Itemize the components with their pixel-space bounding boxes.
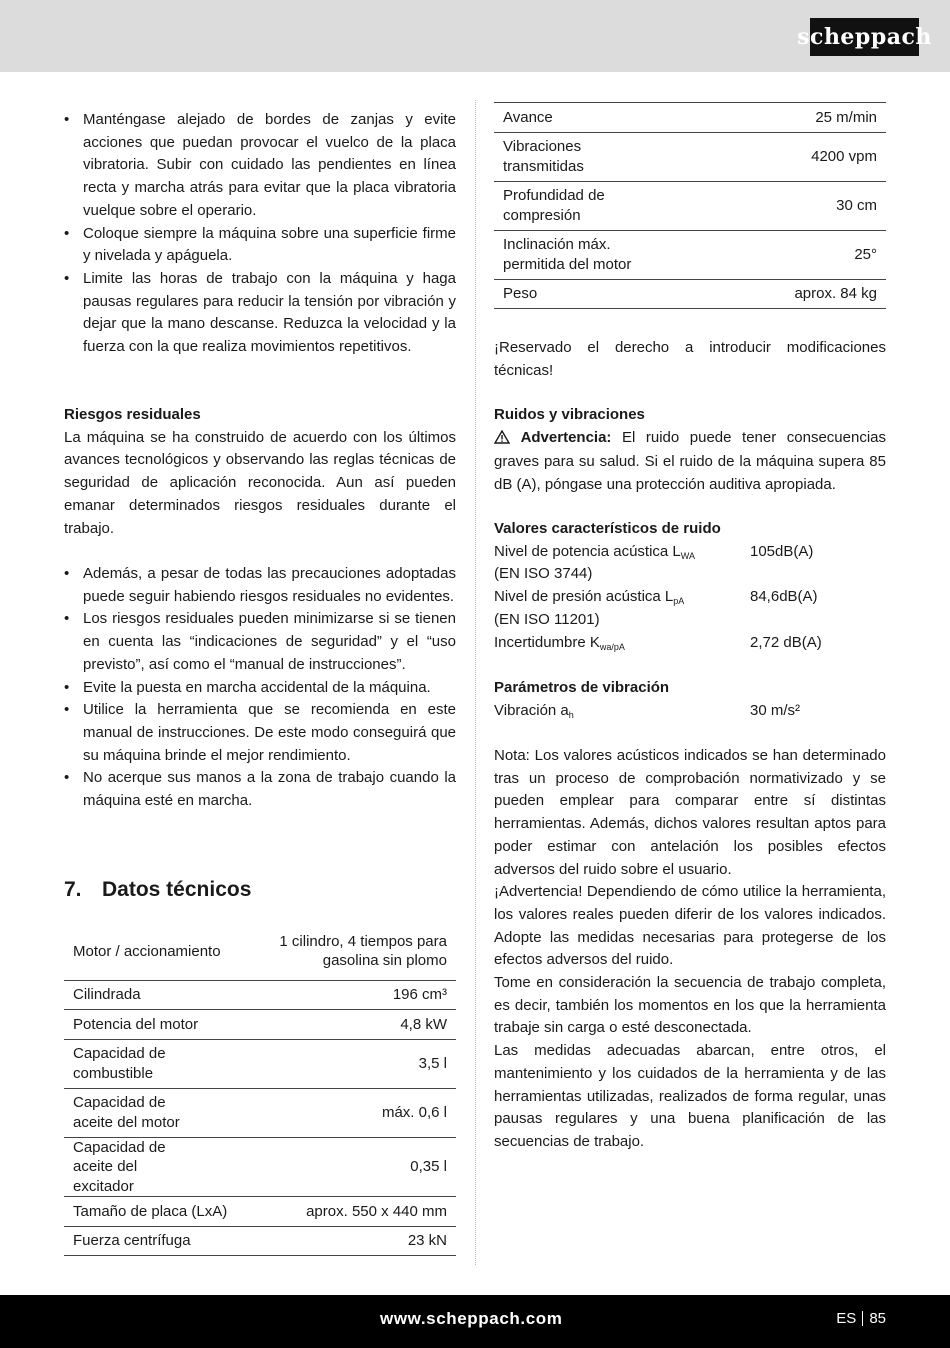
noise-value-row (494, 541, 886, 564)
noise-values-title: Valores característicos de ruido (494, 520, 721, 537)
spec-value: 4200 vpm (706, 132, 886, 181)
spec-value: 25° (706, 230, 886, 279)
vibration-sub: h (568, 709, 574, 720)
table-row (494, 279, 886, 309)
section-heading (64, 877, 251, 903)
table-row (64, 980, 456, 1010)
vibration-title: Parámetros de vibración (494, 679, 670, 696)
spec-value: 196 cm³ (256, 980, 456, 1010)
page-indicator (836, 1310, 886, 1327)
noise-value-sub: wa/pA (599, 641, 625, 652)
spec-value: 0,35 l (256, 1137, 456, 1197)
noise-section (494, 404, 886, 497)
page-number: 85 (869, 1310, 886, 1327)
warning-text: El ruido puede tener consecuencias graves para su salud. Si el ruido de la máquina supera 85 dB (A), póngase una protección auditiva apropiada. (494, 428, 886, 494)
spec-label: Capacidad de aceite del motor (64, 1088, 256, 1137)
spec-label: Tamaño de placa (LxA) (64, 1197, 256, 1227)
spec-value: 23 kN (256, 1226, 456, 1256)
spec-label: Capacidad de aceite del excitador (64, 1137, 256, 1197)
spec-label: Cilindrada (64, 980, 256, 1010)
note-section (494, 745, 886, 1154)
footer-bar (0, 1295, 950, 1348)
spec-label: Fuerza centrífuga (64, 1226, 256, 1256)
spec-label: Profundidad de compresión (494, 181, 706, 230)
note-paragraph: Nota: Los valores acústicos indicados se han determinado tras un proceso de comprobación normativizado y se pueden emplear para comparar entre sí distintas herramientas. Además, dichos valores resultan aptos para poder estimar con antelación los posibles efectos adversos del ruido sobre el usuario. (494, 747, 886, 878)
noise-value: 84,6dB(A) (750, 588, 818, 606)
section-number: 7. (64, 878, 82, 901)
list-item: • Los riesgos residuales pueden minimizarse si se tienen en cuenta las “indicaciones de seguridad” y el “uso previsto”, así como el “manual de instrucciones”. (64, 608, 456, 676)
spec-value: aprox. 84 kg (706, 279, 886, 309)
spec-value: máx. 0,6 l (256, 1088, 456, 1137)
vibration-section (494, 677, 886, 722)
vibration-value: 30 m/s² (750, 701, 801, 719)
spec-value: 3,5 l (256, 1039, 456, 1088)
note-paragraph: ¡Advertencia! Dependiendo de cómo utilice la herramienta, los valores reales pueden diferir de los valores indicados. Adopte las medidas necesarias para protegerse de los efectos adversos del ruido. (494, 883, 886, 969)
table-row (64, 923, 456, 980)
noise-values-section (494, 518, 886, 654)
noise-value-label: Nivel de potencia acústica L (494, 542, 681, 560)
noise-norm: (EN ISO 11201) (494, 610, 600, 628)
residual-risks-text: La máquina se ha construido de acuerdo con los últimos avances tecnológicos y observando las reglas técnicas de seguridad de aplicación reconocida. Aun así pueden emanar determinados riesgos residuales durante el trabajo. (64, 428, 456, 537)
table-row (494, 181, 886, 230)
table-row (64, 1010, 456, 1040)
spec-label: Vibraciones transmitidas (494, 132, 706, 181)
spec-label: Motor / accionamiento (64, 923, 256, 980)
vibration-label: Vibración a (494, 701, 569, 719)
noise-warning (494, 427, 886, 497)
warning-label: Advertencia: (520, 428, 612, 446)
noise-value-sub: WA (680, 550, 695, 561)
note-paragraph: Tome en consideración la secuencia de trabajo completa, es decir, también los momentos en los que la herramienta trabaje sin carga o esté desconectada. (494, 974, 886, 1037)
table-row (494, 230, 886, 279)
spec-label: Inclinación máx. permitida del motor (494, 230, 706, 279)
safety-list-1 (64, 109, 456, 359)
spec-value: 4,8 kW (256, 1010, 456, 1040)
warning-icon (494, 429, 510, 452)
residual-risks-list (64, 563, 456, 813)
table-row (494, 103, 886, 133)
list-item: • Coloque siempre la máquina sobre una superficie firme y nivelada y apáguela. (64, 223, 456, 268)
column-divider (475, 100, 476, 1265)
list-item: • Evite la puesta en marcha accidental de la máquina. (64, 677, 456, 700)
spec-label: Potencia del motor (64, 1010, 256, 1040)
noise-title: Ruidos y vibraciones (494, 406, 645, 423)
scheppach-logo: scheppach (810, 18, 919, 56)
header-bar (0, 0, 950, 72)
residual-risks-section (64, 404, 456, 540)
spec-table-left (64, 923, 456, 1256)
table-row (494, 132, 886, 181)
spec-label: Avance (494, 103, 706, 133)
noise-value-label: Nivel de presión acústica L (494, 588, 674, 606)
section-title: Datos técnicos (102, 878, 252, 901)
table-row (64, 1039, 456, 1088)
spec-value: aprox. 550 x 440 mm (256, 1197, 456, 1227)
list-item: • Limite las horas de trabajo con la máquina y haga pausas regulares para reducir la tensión por vibración y dejar que la mano descanse. Reduzca la velocidad y la fuerza con la que realiza movimientos repetitivos. (64, 268, 456, 359)
spec-value: 1 cilindro, 4 tiempos para gasolina sin plomo (256, 923, 456, 980)
table-row (64, 1137, 456, 1197)
table-row (64, 1088, 456, 1137)
spec-table-right (494, 102, 886, 309)
note-paragraph: Las medidas adecuadas abarcan, entre otros, el mantenimiento y los cuidados de la herramienta y de las herramientas utilizadas, realizados de forma regular, unas pausas regulares y una buena planificación de las secuencias de trabajo. (494, 1042, 886, 1150)
residual-risks-title: Riesgos residuales (64, 406, 201, 423)
separator (862, 1311, 863, 1326)
spec-label: Capacidad de combustible (64, 1039, 256, 1088)
noise-value-label: Incertidumbre K (494, 633, 600, 651)
noise-value-row (494, 586, 886, 609)
vibration-row (494, 700, 886, 723)
table-row (64, 1226, 456, 1256)
noise-value-row (494, 632, 886, 655)
language-code: ES (836, 1310, 857, 1327)
spec-label: Peso (494, 279, 706, 309)
website-link[interactable]: www.scheppach.com (380, 1309, 563, 1328)
reserved-note: ¡Reservado el derecho a introducir modificaciones técnicas! (494, 339, 886, 379)
list-item: • Manténgase alejado de bordes de zanjas y evite acciones que puedan provocar el vuelco de la placa vibratoria. Subir con cuidado las pendientes en línea recta y marcha atrás para evitar que la placa vibratoria vuelque sobre el operario. (64, 109, 456, 223)
list-item: • No acerque sus manos a la zona de trabajo cuando la máquina esté en marcha. (64, 767, 456, 812)
noise-value-sub: pA (673, 596, 685, 607)
noise-value: 2,72 dB(A) (750, 633, 822, 651)
spec-value: 30 cm (706, 181, 886, 230)
noise-value: 105dB(A) (750, 542, 814, 560)
noise-norm: (EN ISO 3744) (494, 565, 593, 583)
list-item: • Además, a pesar de todas las precauciones adoptadas puede seguir habiendo riesgos residuales no evidentes. (64, 563, 456, 608)
table-row (64, 1197, 456, 1227)
spec-value: 25 m/min (706, 103, 886, 133)
list-item: • Utilice la herramienta que se recomienda en este manual de instrucciones. De este modo conseguirá que su máquina brinde el mejor rendimiento. (64, 699, 456, 767)
